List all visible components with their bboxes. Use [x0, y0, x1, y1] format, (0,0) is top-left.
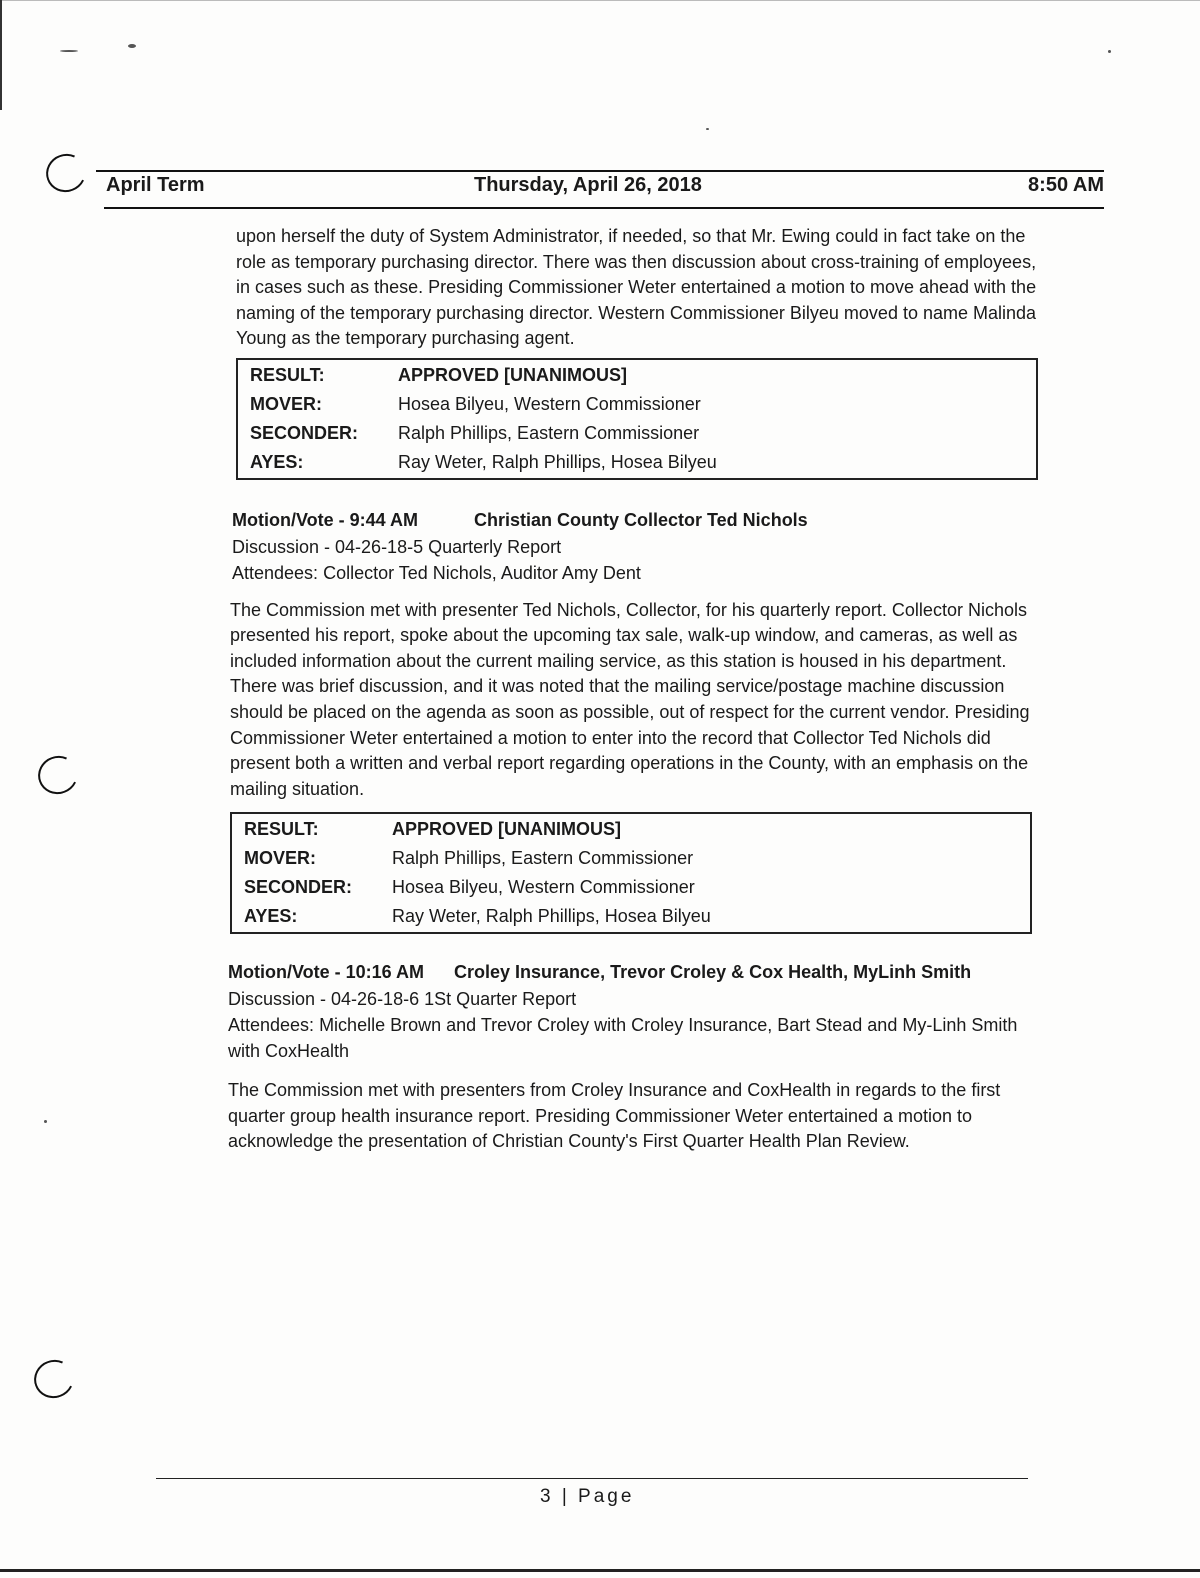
- vote-row-ayes: [244, 902, 1020, 931]
- vote-row-mover: [244, 844, 1020, 873]
- vote-table-1: [236, 358, 1038, 480]
- vote-label: RESULT:: [244, 819, 319, 840]
- vote-ayes: Ray Weter, Ralph Phillips, Hosea Bilyeu: [398, 451, 717, 472]
- scan-speck: [44, 1120, 47, 1123]
- vote-row-seconder: [244, 873, 1020, 902]
- scan-speck: [60, 50, 78, 52]
- page-header: [104, 170, 1104, 208]
- motion-discussion: Discussion - 04-26-18-6 1St Quarter Report: [228, 988, 577, 1009]
- motion-topic: Croley Insurance, Trevor Croley & Cox Health, MyLinh Smith: [454, 962, 972, 983]
- motion-attendees: Attendees: Collector Ted Nichols, Auditor Amy Dent: [232, 562, 641, 583]
- vote-mover: Ralph Phillips, Eastern Commissioner: [392, 848, 694, 869]
- vote-seconder: Ralph Phillips, Eastern Commissioner: [398, 422, 700, 443]
- motion-topic: Christian County Collector Ted Nichols: [474, 509, 808, 530]
- motion-lead: Motion/Vote - 9:44 AM: [232, 509, 418, 530]
- vote-row-result: [250, 361, 1026, 390]
- vote-label: SECONDER:: [250, 422, 359, 443]
- vote-mover: Hosea Bilyeu, Western Commissioner: [398, 393, 701, 414]
- scan-speck: [706, 128, 709, 130]
- header-term: April Term: [106, 174, 205, 196]
- header-rule-bottom: [104, 207, 1104, 209]
- vote-row-result: [244, 815, 1020, 844]
- scan-edge-left: [0, 0, 2, 110]
- binder-hole-middle: [33, 750, 84, 799]
- motion-heading-2: [232, 508, 1038, 534]
- header-time: 8:50 AM: [1028, 174, 1104, 196]
- vote-table-2: [230, 812, 1032, 934]
- motion-paragraph: The Commission met with presenters from Croley Insurance and CoxHealth in regards to the first quarter group health insurance report. Presiding Commissioner Weter entertained a motion to acknowledge the presentation of Christian County's First Quarter Health Plan Review.: [228, 1079, 1001, 1152]
- vote-result: APPROVED [UNANIMOUS]: [392, 819, 622, 840]
- footer-rule: [156, 1478, 1028, 1479]
- vote-ayes: Ray Weter, Ralph Phillips, Hosea Bilyeu: [392, 906, 711, 927]
- vote-result: APPROVED [UNANIMOUS]: [398, 364, 628, 385]
- vote-label: SECONDER:: [244, 877, 353, 898]
- vote-label: MOVER:: [244, 848, 316, 869]
- scan-speck: [128, 44, 136, 48]
- motion-attendees: Attendees: Michelle Brown and Trevor Croley with Croley Insurance, Bart Stead and My-Linh Smith with CoxHealth: [228, 1014, 1018, 1061]
- page-number: 3 | Page: [540, 1486, 635, 1507]
- vote-label: AYES:: [244, 906, 298, 927]
- binder-hole-bottom: [29, 1354, 80, 1403]
- scan-speck: [1108, 50, 1111, 53]
- vote-seconder: Hosea Bilyeu, Western Commissioner: [392, 877, 695, 898]
- header-date: Thursday, April 26, 2018: [474, 174, 702, 196]
- vote-row-mover: [250, 390, 1026, 419]
- minutes-body: [228, 224, 1038, 1155]
- vote-row-seconder: [250, 419, 1026, 448]
- vote-row-ayes: [250, 448, 1026, 477]
- scan-edge-bottom: [0, 1569, 1200, 1572]
- intro-paragraph: upon herself the duty of System Administrator, if needed, so that Mr. Ewing could in fact take on the role as temporary purchasing director. There was then discussion about cross-training of employees, in cases such as these. Presiding Commissioner Weter entertained a motion to move ahead with the naming of the temporary purchasing director. Western Commissioner Bilyeu moved to name Malinda Young as the temporary purchasing agent.: [236, 226, 1037, 349]
- scan-edge-top: [0, 0, 1200, 1]
- binder-hole-top: [41, 148, 92, 197]
- motion-discussion: Discussion - 04-26-18-5 Quarterly Report: [232, 536, 562, 557]
- vote-label: AYES:: [250, 451, 304, 472]
- vote-label: RESULT:: [250, 364, 325, 385]
- motion-heading-3: [228, 960, 1038, 986]
- motion-paragraph: The Commission met with presenter Ted Nichols, Collector, for his quarterly report. Collector Nichols presented his report, spoke about the upcoming tax sale, walk-up window, and cameras, as well as included information about the current mailing service, as this station is housed in his department. There was brief discussion, and it was noted that the mailing service/postage machine discussion should be placed on the agenda as soon as possible, out of respect for the current vendor. Presiding Commissioner Weter entertained a motion to enter into the record that Collector Ted Nichols did present both a written and verbal report regarding operations in the County, with an emphasis on the mailing situation.: [230, 599, 1030, 799]
- motion-lead: Motion/Vote - 10:16 AM: [228, 962, 425, 983]
- vote-label: MOVER:: [250, 393, 322, 414]
